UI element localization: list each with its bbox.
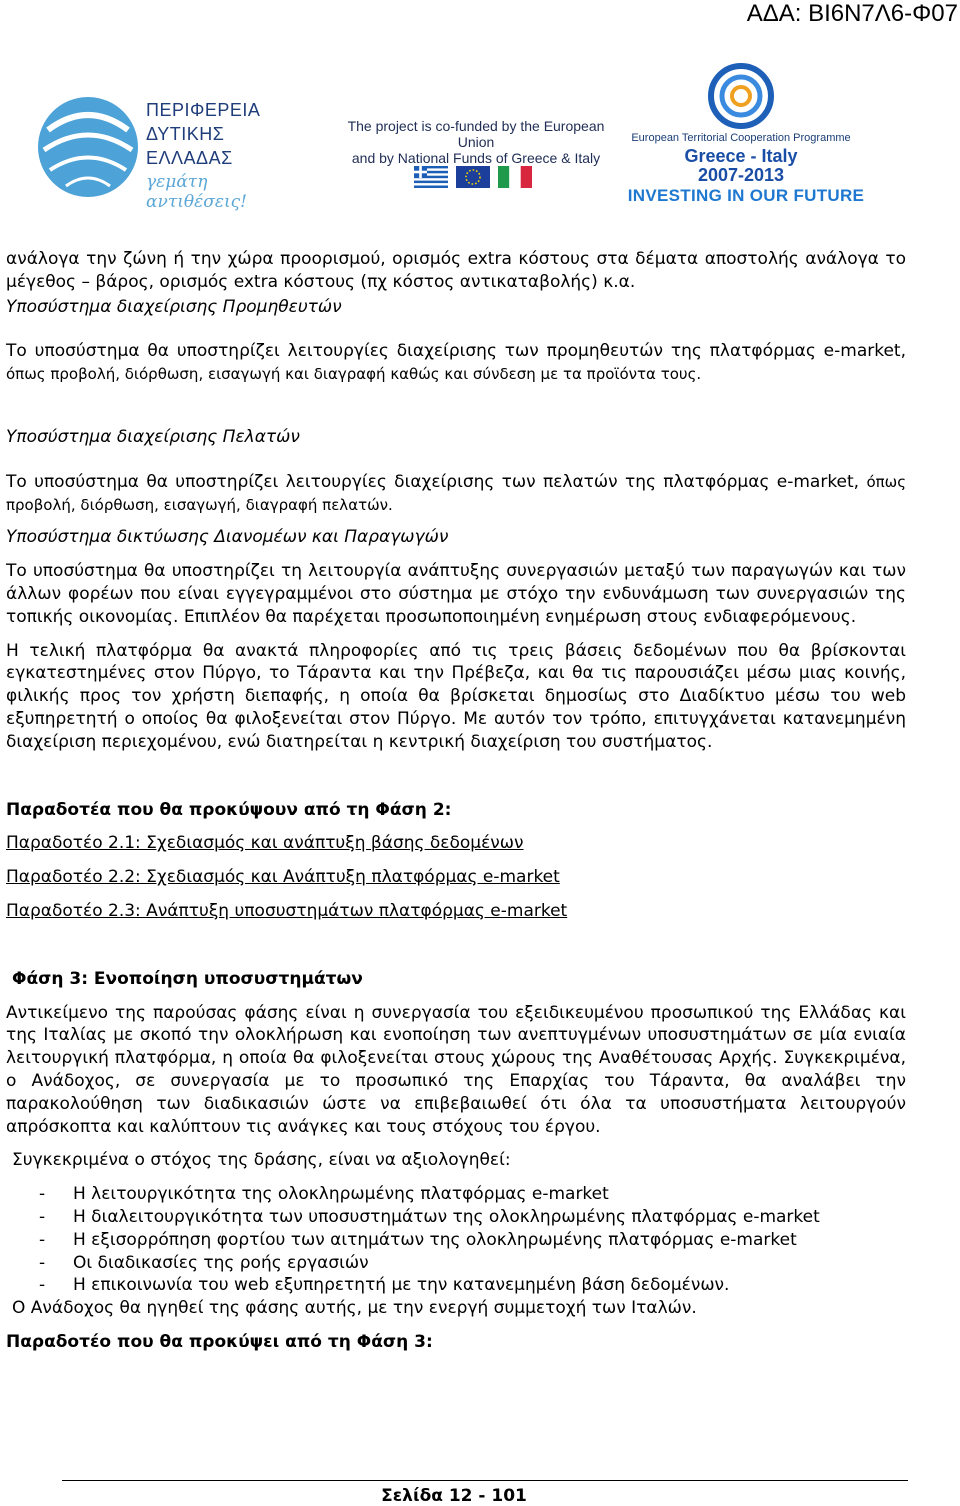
logo-banner: [6, 60, 906, 210]
region-slogan: γεμάτη αντιθέσεις!: [146, 172, 247, 212]
document-body: [6, 248, 906, 1354]
spiral-icon: [686, 60, 796, 130]
paragraph-platform: Η τελική πλατφόρμα θα ανακτά πληροφορίες από τις τρεις βάσεις δεδομένων που θα βρίσκονται εγκατεστημένες στον Πύργο, το Τάραντα και την Πρέβεζα, και θα τις παρουσιάζει μέσω μιας κοινής, φιλικής προς τον χρήστη διεπαφής, η οποία θα βρίσκεται δημοσίως στο Διαδίκτυο μέσω του web εξυπηρετητή ο οποίος θα φιλοξενείται στον Πύργο. Με αυτόν τον τρόπο, επιτυγχάνεται κατανεμημένη διαχείριση περιεχομένου, ενώ διατηρείται η κεντρική διαχείριση του συστήματος.: [6, 640, 906, 752]
list-item: - Η διαλειτουργικότητα των υποσυστημάτων της ολοκληρωμένης πλατφόρμας e-market: [39, 1206, 820, 1227]
page-number: Σελίδα 12 - 101: [381, 1486, 527, 1506]
paragraph-lead: Ο Ανάδοχος θα ηγηθεί της φάσης αυτής, με την ενεργή συμμετοχή των Ιταλών.: [12, 1298, 697, 1319]
deliverable-2-2: Παραδοτέο 2.2: Σχεδιασμός και Ανάπτυξη πλατφόρμας e-market: [6, 867, 560, 888]
list-item: - Η επικοινωνία του web εξυπηρετητή με την κατανεμημένη βάση δεδομένων.: [39, 1275, 730, 1296]
paragraph-goal: Συγκεκριμένα ο στόχος της δράσης, είναι να αξιολογηθεί:: [12, 1150, 511, 1171]
list-item: - Η λειτουργικότητα της ολοκληρωμένης πλατφόρμας e-market: [39, 1184, 609, 1205]
deliverable-2-3: Παραδοτέο 2.3: Ανάπτυξη υποσυστημάτων πλατφόρμας e-market: [6, 900, 568, 921]
deliverable-2-1: Παραδοτέο 2.1: Σχεδιασμός και ανάπτυξη βάσης δεδομένων: [6, 833, 524, 854]
footer-divider: [62, 1480, 908, 1481]
paragraph-shipping: ανάλογα την ζώνη ή την χώρα προορισμού, ορισμός extra κόστους στα δέματα αποστολής ανάλογα το μέγεθος – βάρος, ορισμός extra κόστους (πχ κόστος αντικαταβολής) κ.α.: [6, 249, 906, 292]
paragraph-network: Το υποσύστημα θα υποστηρίζει τη λειτουργία ανάπτυξης συνεργασιών μεταξύ των παραγωγών και των άλλων φορέων που είναι εγγεγραμμένοι στο σύστημα με στόχο την ενδυνάμωση των συνεργασιών της τοπικής οικονομίας. Επιπλέον θα παρέχεται προσωποποιημένη ενημέρωση στους ενδιαφερόμενους.: [6, 561, 906, 627]
heading-phase3: Φάση 3: Ενοποίηση υποσυστημάτων: [12, 968, 363, 989]
paragraph-suppliers: Το υποσύστημα θα υποστηρίζει λειτουργίες διαχείρισης των προμηθευτών της πλατφόρμας e-market, όπως προβολή, διόρθωση, εισαγωγή και διαγραφή καθώς και σύνδεση με τα προϊόντα τους.: [6, 341, 906, 384]
list-item: - Η εξισορρόπηση φορτίου των αιτημάτων της ολοκληρωμένης πλατφόρμας e-market: [39, 1229, 797, 1250]
heading-network: Υποσύστημα δικτύωσης Διανομέων και Παραγωγών: [6, 527, 449, 548]
region-logo: [6, 90, 311, 212]
eu-flag-icon: [456, 166, 490, 188]
cofund-line-1: The project is co-funded by the European Union: [347, 118, 605, 150]
programme-years: 2007-2013: [697, 165, 785, 185]
programme-label: European Territorial Cooperation Programme: [631, 132, 851, 144]
paragraph-phase3: Αντικείμενο της παρούσας φάσης είναι η συνεργασία του εξειδικευμένου προσωπικού της Ελλάδας και της Ιταλίας με σκοπό την ολοκλήρωση και ενοποίηση των ανεπτυγμένων υποσυστημάτων σε μία ενιαία λειτουργική πλατφόρμα, η οποία θα φιλοξενείται στους χώρους της Αναθέτουσας Αρχής. Συγκεκριμένα, ο Ανάδοχος, σε συνεργασία με το προσωπικό της Επαρχίας του Τάραντα, θα αναλάβει την παρακολούθηση των διαδικασιών ώστε να επιβεβαιωθεί ότι όλα τα υποσυστήματα λειτουργούν απρόσκοπτα και καλύπτουν τις ανάγκες και τους στόχους του έργου.: [6, 1002, 906, 1137]
flags: [414, 166, 532, 188]
heading-suppliers: Υποσύστημα διαχείρισης Προμηθευτών: [6, 296, 342, 317]
region-name: ΠΕΡΙΦΕΡΕΙΑ ΔΥΤΙΚΗΣ ΕΛΛΑΔΑΣ: [146, 100, 261, 168]
italian-flag-icon: [498, 166, 532, 188]
cofund-logo: [336, 118, 616, 208]
programme-slogan: INVESTING IN OUR FUTURE: [627, 186, 865, 205]
heading-deliverables-phase2: Παραδοτέα που θα προκύψουν από τη Φάση 2:: [6, 799, 452, 820]
heading-deliverable-phase3: Παραδοτέο που θα προκύψει από τη Φάση 3:: [6, 1331, 433, 1352]
region-emblem-icon: [36, 90, 140, 205]
paragraph-customers: Το υποσύστημα θα υποστηρίζει λειτουργίες διαχείρισης των πελατών της πλατφόρμας e-market, όπως προβολή, διόρθωση, εισαγωγή, διαγραφή πελατών.: [6, 471, 907, 514]
heading-customers: Υποσύστημα διαχείρισης Πελατών: [6, 426, 300, 447]
ada-code: ΑΔΑ: ΒΙ6Ν7Λ6-Φ07: [746, 0, 958, 27]
programme-name: Greece - Italy: [684, 146, 798, 166]
list-item: - Οι διαδικασίες της ροής εργασιών: [39, 1252, 369, 1273]
greek-flag-icon: [414, 166, 448, 188]
cofund-line-2: and by National Funds of Greece & Italy: [351, 150, 601, 166]
programme-logo: [626, 60, 866, 210]
goal-list: [6, 1183, 906, 1297]
